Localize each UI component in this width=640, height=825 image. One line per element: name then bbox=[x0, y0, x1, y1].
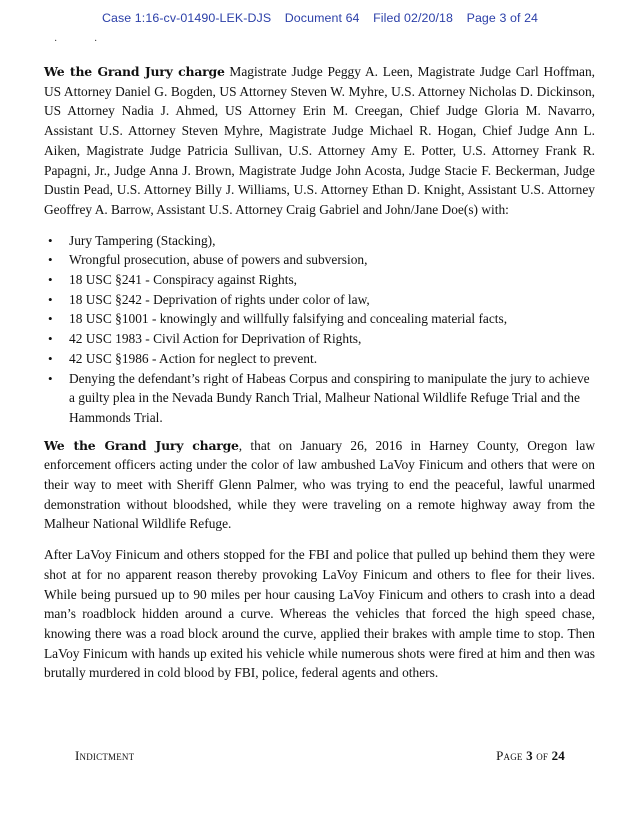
scan-speck: · bbox=[94, 36, 98, 47]
narrative-paragraph: After LaVoy Finicum and others stopped for the FBI and police that pulled up behind them they were shot at for no apparent reason thereby provoking LaVoy Finicum and others to flee for their lives. While being pursued up to 90 miles per hour causing LaVoy Finicum and others to crash into a dead man’s roadblock hidden around a curve. Whereas the vehicles that forced the high speed chase, knowing there was a road block around the curve, applied their brakes with ample time to stop. Then LaVoy Finicum with hands up exited his vehicle while numerous shots were fired at him and then was brutally murdered in cold blood by FBI, police, federal agents and others. bbox=[44, 547, 595, 681]
charge-item: • 18 USC §241 - Conspiracy against Rights, bbox=[44, 270, 595, 290]
paragraph-text: Magistrate Judge Peggy A. Leen, Magistrate Judge Carl Hoffman, US Attorney Daniel G. Bogden, US Attorney Steven W. Myhre, U.S. Attorney Nicholas D. Dickinson, US Attorney Nadia J. Ahmed, US Attorney Erin M. Creegan, Chief Judge Gloria M. Navarro, Assistant U.S. Attorney Steven Myhre, Magistrate Judge Michael R. Hogan, Chief Judge Ann L. Aiken, Magistrate Judge Patricia Sullivan, U.S. Attorney Amy E. Potter, U.S. Attorney Frank R. Papagni, Jr., Judge Anna J. Brown, Magistrate Judge John Acosta, Judge Stacie F. Beckerman, Judge Dustin Pead, U.S. Attorney Billy J. Williams, U.S. Attorney Ethan D. Knight, Assistant U.S. Attorney Geoffrey A. Barrow, Assistant U.S. Attorney Craig Gabriel and John/Jane Doe(s) with: bbox=[44, 64, 595, 217]
header-page: Page 3 of 24 bbox=[466, 11, 539, 25]
charge-item: • 18 USC §242 - Deprivation of rights under color of law, bbox=[44, 290, 595, 310]
paragraph-text: , that on January 26, 2016 in Harney County, Oregon law enforcement officers acting under the color of law ambushed LaVoy Finicum and others that were on their way to meet with Sheriff Glenn Palmer, who was trying to end the peaceful, lawful unarmed demonstration without bloodshed, while they were traveling on a remote highway away from the Malheur National Wildlife Refuge. bbox=[44, 437, 595, 532]
charge-item: • Denying the defendant’s right of Habeas Corpus and conspiring to manipulate the jury to achieve a guilty plea in the Nevada Bundy Ranch Trial, Malheur National Wildlife Refuge Trial and the Hammonds Trial. bbox=[44, 369, 595, 428]
charge-item: • Wrongful prosecution, abuse of powers and subversion, bbox=[44, 250, 595, 270]
footer-page: Page 3 of 24 bbox=[496, 748, 565, 763]
scan-speck: · bbox=[54, 36, 58, 47]
charge-item: • 18 USC §1001 - knowingly and willfully falsifying and concealing material facts, bbox=[44, 309, 595, 329]
charge-item: • 42 USC 1983 - Civil Action for Deprivation of Rights, bbox=[44, 329, 595, 349]
charge-item: • Jury Tampering (Stacking), bbox=[44, 231, 595, 251]
charge-paragraph-2 bbox=[44, 436, 595, 535]
blackletter-lead: We the Grand Jury charge bbox=[44, 64, 225, 79]
blackletter-lead: We the Grand Jury charge bbox=[44, 437, 239, 453]
document-number: Document 64 bbox=[284, 11, 360, 25]
charges-list bbox=[44, 231, 595, 428]
filed-date: Filed 02/20/18 bbox=[373, 11, 454, 25]
charge-item: • 42 USC §1986 - Action for neglect to prevent. bbox=[44, 349, 595, 369]
case-number: Case 1:16-cv-01490-LEK-DJS bbox=[101, 11, 272, 25]
court-filing-header bbox=[0, 11, 640, 25]
charge-paragraph-1 bbox=[44, 62, 595, 220]
footer-title: Indictment bbox=[75, 748, 135, 763]
document-body bbox=[44, 62, 595, 694]
